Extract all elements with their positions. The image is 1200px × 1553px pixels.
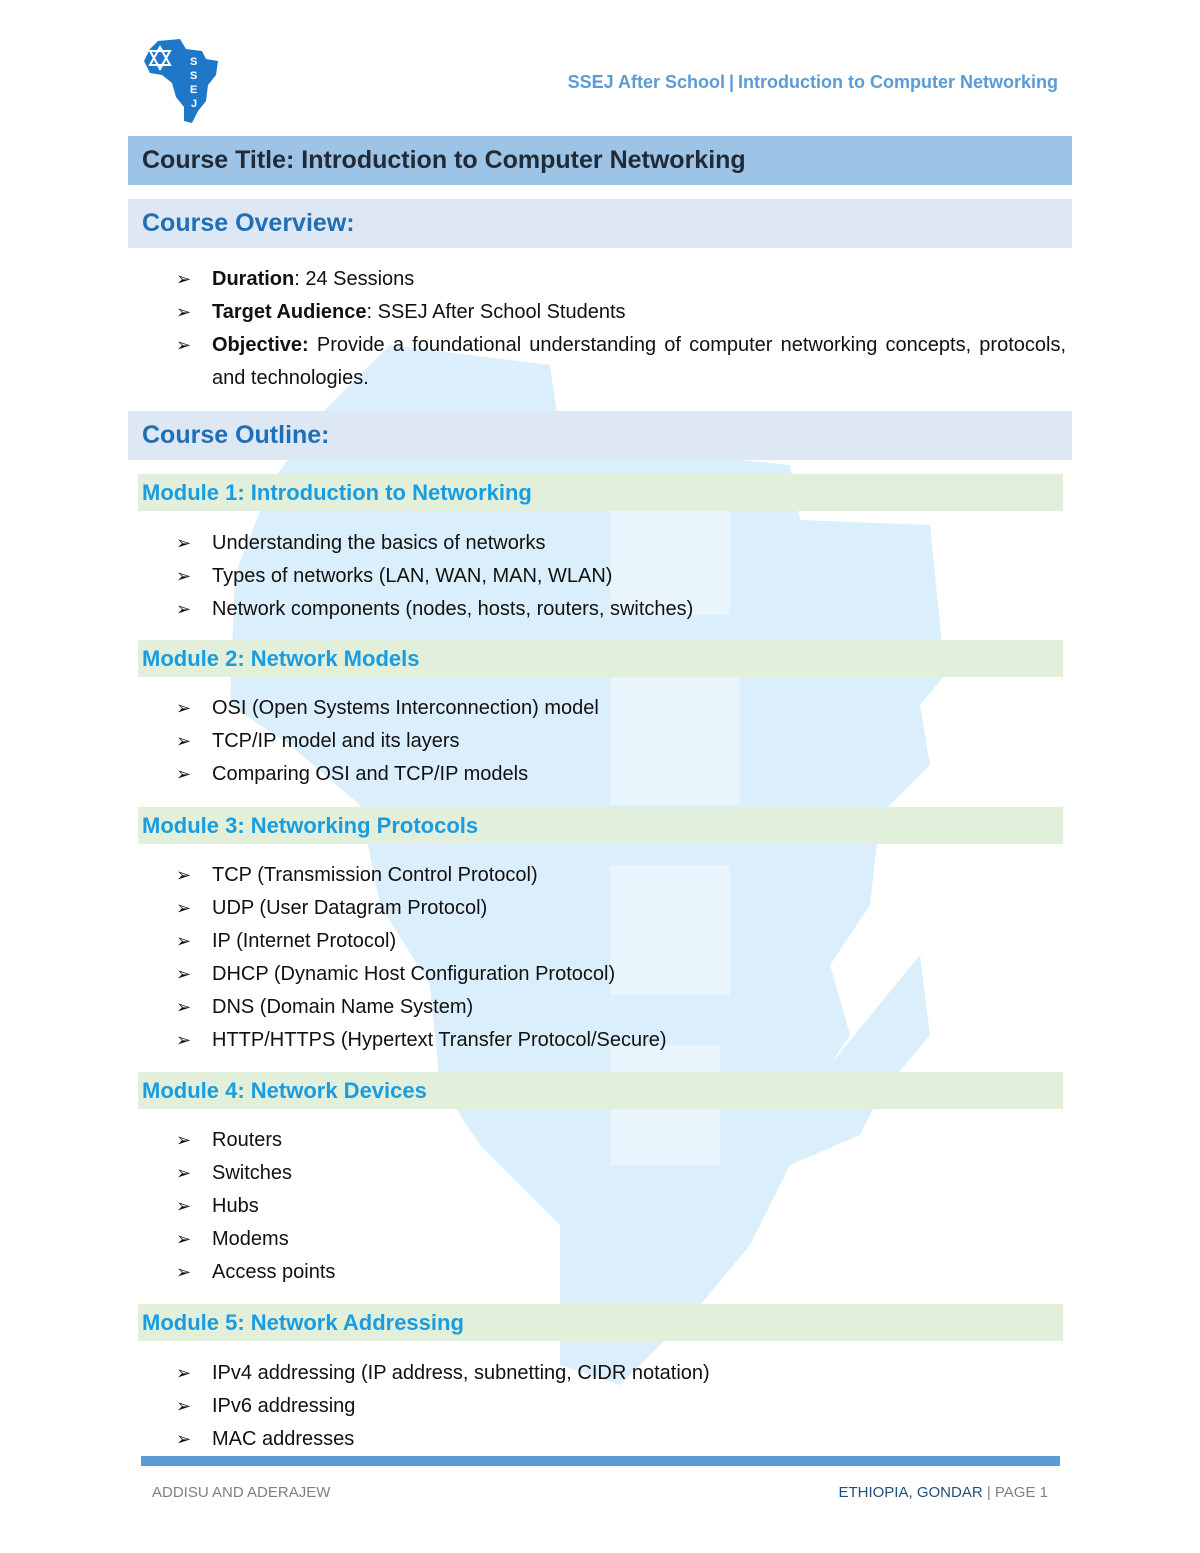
- module-1-heading: Module 1: Introduction to Networking: [138, 474, 1063, 511]
- overview-item: [176, 263, 1066, 296]
- list-item: [176, 1190, 1066, 1223]
- list-item: [176, 725, 1066, 758]
- list-item-text: Access points: [212, 1261, 336, 1283]
- arrow-bullet-icon: ➢: [176, 698, 192, 718]
- list-item: [176, 560, 1066, 593]
- list-item-text: DNS (Domain Name System): [212, 996, 474, 1018]
- arrow-bullet-icon: ➢: [176, 599, 192, 619]
- arrow-bullet-icon: ➢: [176, 898, 192, 918]
- list-item-text: MAC addresses: [212, 1428, 355, 1450]
- outline-heading: Course Outline:: [128, 411, 1072, 460]
- svg-text:E: E: [190, 84, 198, 96]
- footer-divider: [141, 1456, 1060, 1466]
- list-item-text: Modems: [212, 1228, 289, 1250]
- list-item: [176, 991, 1066, 1024]
- overview-key: Duration: [212, 268, 295, 290]
- list-item-text: Understanding the basics of networks: [212, 532, 546, 554]
- list-item: [176, 1390, 1066, 1423]
- list-item: [176, 1157, 1066, 1190]
- list-item: [176, 859, 1066, 892]
- arrow-bullet-icon: ➢: [176, 931, 192, 951]
- overview-value: : SSEJ After School Students: [366, 301, 626, 323]
- list-item: [176, 1256, 1066, 1289]
- module-1-list: [176, 527, 1066, 626]
- arrow-bullet-icon: ➢: [176, 269, 192, 289]
- list-item-text: IPv6 addressing: [212, 1395, 356, 1417]
- svg-text:J: J: [191, 98, 198, 110]
- overview-value: Provide a foundational understanding of computer networking concepts, protocols, and technologies.: [212, 334, 1066, 389]
- arrow-bullet-icon: ➢: [176, 964, 192, 984]
- list-item: [176, 1223, 1066, 1256]
- svg-text:S: S: [190, 56, 198, 68]
- list-item-text: IP (Internet Protocol): [212, 930, 397, 952]
- arrow-bullet-icon: ➢: [176, 1429, 192, 1449]
- overview-value: : 24 Sessions: [294, 268, 415, 290]
- arrow-bullet-icon: ➢: [176, 302, 192, 322]
- footer-right: [838, 1484, 1048, 1501]
- list-item-text: TCP (Transmission Control Protocol): [212, 864, 538, 886]
- arrow-bullet-icon: ➢: [176, 335, 192, 355]
- module-3-list: [176, 859, 1066, 1057]
- arrow-bullet-icon: ➢: [176, 1262, 192, 1282]
- arrow-bullet-icon: ➢: [176, 1163, 192, 1183]
- list-item-text: TCP/IP model and its layers: [212, 730, 460, 752]
- list-item: [176, 527, 1066, 560]
- arrow-bullet-icon: ➢: [176, 865, 192, 885]
- module-2-list: [176, 692, 1066, 791]
- arrow-bullet-icon: ➢: [176, 1196, 192, 1216]
- list-item-text: Hubs: [212, 1195, 259, 1217]
- module-3-heading: Module 3: Networking Protocols: [138, 807, 1063, 844]
- arrow-bullet-icon: ➢: [176, 566, 192, 586]
- overview-key: Target Audience: [212, 301, 367, 323]
- footer-location: ETHIOPIA, GONDAR: [838, 1484, 983, 1501]
- arrow-bullet-icon: ➢: [176, 1130, 192, 1150]
- arrow-bullet-icon: ➢: [176, 764, 192, 784]
- course-title: Course Title: Introduction to Computer Networking: [128, 136, 1072, 185]
- footer-page-number: PAGE 1: [994, 1484, 1048, 1501]
- list-item-text: OSI (Open Systems Interconnection) model: [212, 697, 599, 719]
- module-5-heading: Module 5: Network Addressing: [138, 1304, 1063, 1341]
- list-item-text: Comparing OSI and TCP/IP models: [212, 763, 529, 785]
- list-item-text: Routers: [212, 1129, 283, 1151]
- module-4-list: [176, 1124, 1066, 1289]
- arrow-bullet-icon: ➢: [176, 1396, 192, 1416]
- module-4-heading: Module 4: Network Devices: [138, 1072, 1063, 1109]
- list-item-text: IPv4 addressing (IP address, subnetting, CIDR notation): [212, 1362, 710, 1384]
- list-item-text: Network components (nodes, hosts, routers, switches): [212, 598, 694, 620]
- arrow-bullet-icon: ➢: [176, 1363, 192, 1383]
- list-item-text: Switches: [212, 1162, 293, 1184]
- arrow-bullet-icon: ➢: [176, 997, 192, 1017]
- list-item-text: DHCP (Dynamic Host Configuration Protocol): [212, 963, 616, 985]
- arrow-bullet-icon: ➢: [176, 1229, 192, 1249]
- overview-item: [176, 329, 1066, 395]
- list-item: [176, 1024, 1066, 1057]
- list-item: [176, 758, 1066, 791]
- list-item-text: HTTP/HTTPS (Hypertext Transfer Protocol/Secure): [212, 1029, 667, 1051]
- header-separator: |: [728, 72, 735, 92]
- overview-list: [176, 263, 1066, 395]
- header-org: SSEJ After School: [567, 72, 725, 92]
- list-item: [176, 692, 1066, 725]
- running-header: [568, 72, 1058, 93]
- header-course: Introduction to Computer Networking: [738, 72, 1058, 92]
- list-item: [176, 1423, 1066, 1456]
- list-item-text: Types of networks (LAN, WAN, MAN, WLAN): [212, 565, 613, 587]
- list-item: [176, 1124, 1066, 1157]
- footer-separator: |: [986, 1484, 995, 1501]
- ssej-africa-logo: [140, 35, 220, 125]
- arrow-bullet-icon: ➢: [176, 533, 192, 553]
- module-5-list: [176, 1357, 1066, 1456]
- arrow-bullet-icon: ➢: [176, 731, 192, 751]
- list-item: [176, 1357, 1066, 1390]
- svg-text:S: S: [190, 70, 198, 82]
- arrow-bullet-icon: ➢: [176, 1030, 192, 1050]
- list-item: [176, 593, 1066, 626]
- overview-key: Objective:: [212, 334, 309, 356]
- footer-authors: ADDISU AND ADERAJEW: [152, 1484, 331, 1501]
- overview-item: [176, 296, 1066, 329]
- overview-heading: Course Overview:: [128, 199, 1072, 248]
- list-item: [176, 958, 1066, 991]
- module-2-heading: Module 2: Network Models: [138, 640, 1063, 677]
- list-item-text: UDP (User Datagram Protocol): [212, 897, 488, 919]
- list-item: [176, 892, 1066, 925]
- list-item: [176, 925, 1066, 958]
